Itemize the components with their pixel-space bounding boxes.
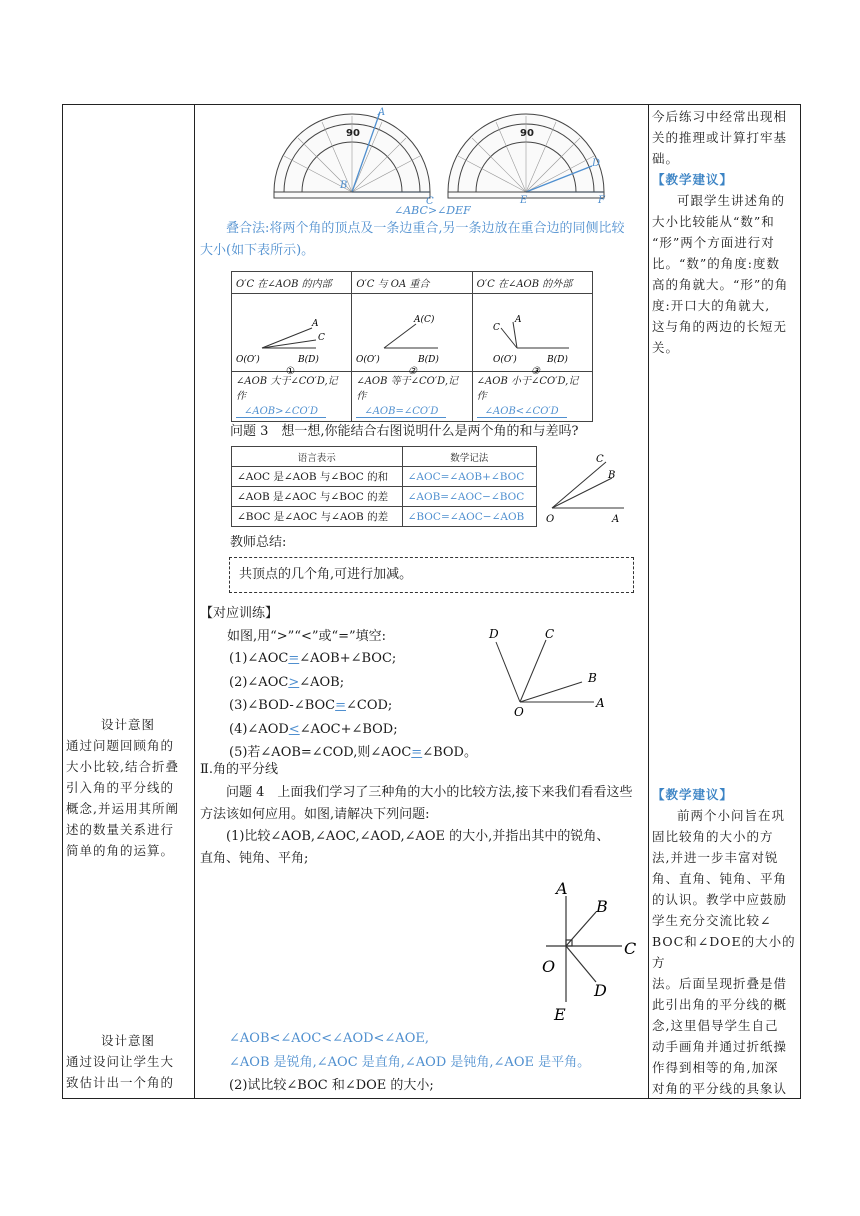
practice-list	[229, 647, 477, 765]
practice-item: (3)∠BOD-∠BOC=∠COD;	[229, 698, 393, 713]
fig5-label-d: D	[594, 981, 607, 1000]
t2-lang-cell: ∠AOC 是∠AOB 与∠BOC 的和	[232, 467, 403, 487]
overlap-diagram-2	[352, 294, 470, 377]
design-intent-1-line: 简单的角的运算。	[66, 843, 175, 858]
overlap-method-text	[200, 218, 644, 262]
section-2-title: Ⅱ.角的平分线	[200, 762, 278, 777]
q4-1-line: (1)比较∠AOB,∠AOC,∠AOD,∠AOE 的大小,并指出其中的锐角、	[226, 829, 610, 844]
t2-header: 数学记法	[402, 447, 536, 467]
notes-top	[652, 106, 796, 358]
practice-title: 【对应训练】	[200, 606, 279, 621]
t1-row-answer: ∠AOB=∠CO′D	[356, 406, 446, 418]
note-line: 角、直角、钝角、平角	[652, 871, 788, 886]
fig5-label-o: O	[542, 957, 556, 976]
practice-item: (5)若∠AOB=∠COD,则∠AOC=∠BOD。	[229, 745, 477, 760]
fig3-label-b: B	[608, 470, 616, 481]
answer-line-1: ∠AOB<∠AOC<∠AOD<∠AOE,	[229, 1031, 429, 1046]
question-4-figure	[538, 878, 648, 1024]
protractor-label-f: F	[598, 195, 605, 206]
fig5-label-e: E	[554, 1005, 566, 1024]
d2-number: ②	[408, 366, 418, 377]
d1-label-a: A	[312, 319, 319, 329]
fig4-label-o: O	[514, 705, 524, 719]
design-intent-1	[66, 714, 190, 861]
design-intent-1-title: 设计意图	[100, 717, 155, 732]
d3-label-o: O(O′)	[492, 355, 517, 365]
protractor-left	[274, 112, 430, 198]
d1-number: ①	[286, 366, 295, 377]
practice-figure	[484, 624, 614, 720]
d3-label-c: C	[492, 323, 500, 333]
angle-sum-figure	[544, 452, 634, 526]
teaching-advice-1-title: 【教学建议】	[652, 172, 734, 187]
design-intent-1-line: 大小比较,结合折叠	[66, 759, 179, 774]
practice-item: (4)∠AOD<∠AOC+∠BOD;	[229, 721, 398, 737]
fig3-label-a: A	[612, 514, 620, 525]
protractor-left-90: 90	[346, 128, 360, 139]
overlap-line: 大小(如下表所示)。	[200, 243, 315, 258]
note-line: 念,这里倡导学生自己	[652, 1018, 779, 1033]
practice-answer: <	[288, 721, 300, 737]
design-intent-2-line: 通过设问让学生大	[66, 1054, 175, 1069]
summary-text: 共顶点的几个角,可进行加减。	[239, 567, 413, 582]
practice-answer: =	[335, 698, 347, 713]
design-intent-2-title: 设计意图	[100, 1033, 155, 1048]
practice-intro: 如图,用“>”“<”或“=”填空:	[227, 629, 387, 644]
note-line: “形”两个方面进行对	[652, 235, 775, 250]
overlap-line: 叠合法:将两个角的顶点及一条边重合,另一条边放在重合边的同侧比较	[226, 221, 625, 236]
protractor-label-e: E	[520, 195, 528, 206]
note-line: 此引出角的平分线的概	[652, 997, 788, 1012]
t2-header: 语言表示	[232, 447, 403, 467]
note-line: 础。	[652, 151, 680, 166]
d2-label-b: B(D)	[418, 355, 440, 365]
practice-item: (1)∠AOC=∠AOB+∠BOC;	[229, 651, 397, 666]
question-3: 问题 3 想一想,你能结合右图说明什么是两个角的和与差吗?	[230, 424, 579, 439]
note-line: 这与角的两边的长短无	[652, 319, 788, 334]
d3-label-b: B(D)	[546, 355, 568, 365]
q4-line: 问题 4 上面我们学习了三种角的大小的比较方法,接下来我们看看这些	[226, 785, 633, 800]
note-line: 固比较角的大小的方	[652, 829, 774, 844]
column-divider-left	[194, 104, 195, 1099]
note-line: 作得到相等的角,加深	[652, 1060, 779, 1075]
note-line: 前两个小问旨在巩	[677, 808, 786, 823]
fig3-label-c: C	[596, 454, 604, 465]
d3-number: ③	[530, 366, 540, 377]
d1-label-b: B(D)	[298, 355, 319, 365]
note-line: 学生充分交流比较∠	[652, 913, 772, 928]
t1-row-text: ∠AOB 等于∠CO′D,记作	[356, 376, 458, 402]
teaching-advice-2-title: 【教学建议】	[652, 787, 734, 802]
t1-header: O′C 与 OA 重合	[352, 272, 472, 294]
t2-math-cell: ∠AOB=∠AOC−∠BOC	[402, 487, 536, 507]
t2-math-cell: ∠BOC=∠AOC−∠AOB	[402, 507, 536, 527]
design-intent-1-line: 概念,并运用其所阐	[66, 801, 179, 816]
t1-row-text: ∠AOB 大于∠CO′D,记作	[236, 376, 338, 402]
note-line: 度:开口大的角就大,	[652, 298, 771, 313]
fig4-label-b: B	[588, 671, 597, 685]
note-line: 今后练习中经常出现相	[652, 109, 788, 124]
t1-header: O′C 在∠AOB 的内部	[232, 272, 352, 294]
fig4-label-d: D	[489, 627, 499, 641]
t2-lang-cell: ∠AOB 是∠AOC 与∠BOC 的差	[232, 487, 403, 507]
question-4	[200, 782, 646, 870]
d3-label-a: A	[514, 315, 522, 325]
note-line: 高的角就大。“形”的角	[652, 277, 789, 292]
fig4-label-a: A	[596, 696, 605, 710]
note-line: 法。后面呈现折叠是借	[652, 976, 788, 991]
protractor-label-a: A	[378, 107, 386, 118]
design-intent-1-line: 通过问题回顾角的	[66, 738, 175, 753]
t2-math-cell: ∠AOC=∠AOB+∠BOC	[402, 467, 536, 487]
practice-answer: =	[411, 745, 423, 760]
t1-row-answer: ∠AOB>∠CO′D	[236, 406, 326, 418]
practice-answer: =	[288, 651, 300, 666]
t1-row-answer: ∠AOB<∠CO′D	[477, 406, 567, 418]
practice-answer: >	[288, 674, 300, 690]
answer-line-2: ∠AOB 是锐角,∠AOC 是直角,∠AOD 是钝角,∠AOE 是平角。	[229, 1055, 591, 1070]
design-intent-2	[66, 1030, 190, 1093]
note-line: 法,并进一步丰富对锐	[652, 850, 779, 865]
teacher-summary-label: 教师总结:	[230, 535, 287, 550]
note-line: 动手画角并通过折纸操	[652, 1039, 788, 1054]
comparison-table	[231, 271, 593, 422]
fig5-label-a: A	[556, 879, 568, 898]
overlap-diagram-1	[232, 294, 350, 377]
design-intent-1-line: 述的数量关系进行	[66, 822, 175, 837]
practice-item: (2)∠AOC>∠AOB;	[229, 674, 345, 690]
question-4-2: (2)试比较∠BOC 和∠DOE 的大小;	[229, 1078, 434, 1093]
protractor-right-90: 90	[520, 128, 534, 139]
t1-row-text: ∠AOB 小于∠CO′D,记作	[476, 376, 579, 402]
d1-label-o: O(O′)	[236, 355, 260, 365]
t2-lang-cell: ∠BOC 是∠AOC 与∠AOB 的差	[232, 507, 403, 527]
protractor-figure	[262, 106, 622, 206]
q4-line: 方法该如何应用。如图,请解决下列问题:	[200, 807, 430, 822]
note-line: 大小比较能从“数”和	[652, 214, 775, 229]
protractor-label-b: B	[340, 180, 348, 191]
notes-bottom	[652, 784, 796, 1099]
d2-label-o: O(O′)	[356, 355, 381, 365]
protractor-caption: ∠ABC>∠DEF	[394, 204, 471, 217]
fig4-label-c: C	[545, 627, 555, 641]
protractor-label-c: C	[426, 196, 434, 207]
design-intent-1-line: 引入角的平分线的	[66, 780, 175, 795]
t1-header: O′C 在∠AOB 的外部	[472, 272, 592, 294]
overlap-diagram-3	[473, 294, 591, 377]
note-line: 对角的平分线的具象认	[652, 1081, 788, 1096]
note-line: BOC和∠DOE的大小的方	[652, 934, 796, 970]
d2-label-a: A(C)	[414, 315, 435, 325]
note-line: 关的推理或计算打牢基	[652, 130, 788, 145]
note-line: 可跟学生讲述角的	[677, 193, 786, 208]
protractor-label-d: D	[592, 158, 601, 169]
column-divider-right	[648, 104, 649, 1099]
protractor-right	[448, 114, 604, 198]
q4-1-line: 直角、钝角、平角;	[200, 851, 309, 866]
fig5-label-b: B	[596, 897, 608, 916]
d1-label-c: C	[318, 333, 325, 343]
note-line: 关。	[652, 340, 680, 355]
note-line: 比。“数”的角度:度数	[652, 256, 780, 271]
design-intent-2-line: 致估计出一个角的	[66, 1075, 175, 1090]
fig5-label-c: C	[624, 939, 637, 958]
fig3-label-o: O	[546, 514, 555, 525]
sum-difference-table	[231, 446, 537, 527]
note-line: 的认识。教学中应鼓励	[652, 892, 788, 907]
